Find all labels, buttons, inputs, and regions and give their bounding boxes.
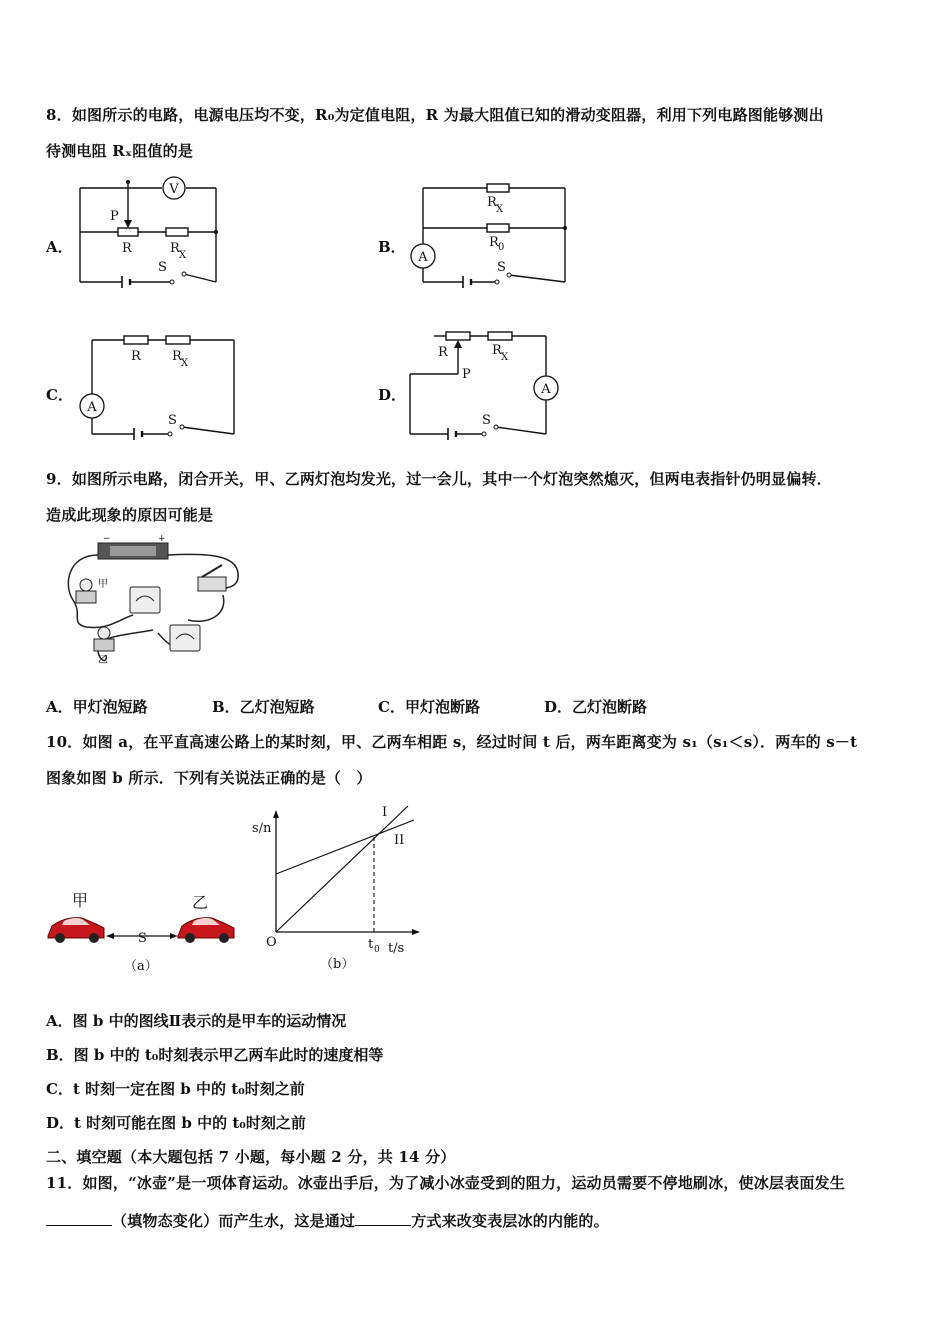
- q10-graph-line-i: [276, 806, 408, 932]
- q10-option-d[interactable]: D．t 时刻可能在图 b 中的 t₀时刻之前: [46, 1114, 306, 1132]
- q8-option-c-label[interactable]: C．: [46, 386, 73, 404]
- q10-car-jia: [48, 918, 104, 943]
- q10-y-axis-label: s/n: [252, 821, 272, 836]
- q9-option-a[interactable]: A．甲灯泡短路: [46, 698, 148, 716]
- q10-fig-b-caption: （b）: [320, 957, 355, 972]
- q9-physical-circuit: [58, 535, 243, 670]
- q10-t0-subscript: 0: [374, 945, 380, 955]
- q8a-label-rx-sub: X: [179, 250, 187, 261]
- q8a-label-rx: R: [170, 241, 180, 256]
- q10-fig-a-caption: （a）: [124, 959, 158, 974]
- q8c-ammeter-symbol: A: [87, 400, 97, 415]
- q10-x-axis-label: t/s: [388, 941, 405, 956]
- q8b-label-s: S: [497, 260, 506, 275]
- q8-circuit-d: [404, 326, 574, 440]
- q8b-label-rx: R: [487, 195, 497, 210]
- q8b-label-r0: R: [489, 235, 499, 250]
- q8d-ammeter-symbol: A: [541, 382, 551, 397]
- q8d-label-s: S: [482, 413, 491, 428]
- q8-circuit-a: [70, 170, 230, 290]
- q10-figure-b: [248, 800, 428, 980]
- q8b-ammeter-symbol: A: [418, 250, 428, 265]
- q10-line-ii-label: II: [394, 833, 405, 848]
- q8d-label-rx-sub: X: [501, 352, 509, 363]
- q8-stem-line2: 待测电阻 Rₓ阻值的是: [46, 142, 194, 160]
- q10-option-b[interactable]: B．图 b 中的 t₀时刻表示甲乙两车此时的速度相等: [46, 1046, 384, 1064]
- q10-car-yi: [178, 918, 234, 943]
- q9-lamp-jia-label: 甲: [98, 579, 108, 590]
- q9-option-d[interactable]: D．乙灯泡断路: [544, 698, 648, 716]
- q11-blank-2[interactable]: [355, 1213, 411, 1226]
- q10-option-a[interactable]: A．图 b 中的图线Ⅱ表示的是甲车的运动情况: [46, 1012, 347, 1030]
- q8a-voltmeter-symbol: V: [169, 182, 179, 197]
- q10-figure-a: [44, 888, 244, 978]
- q9-stem-line2: 造成此现象的原因可能是: [46, 506, 214, 524]
- section-2-heading: 二、填空题（本大题包括 7 小题，每小题 2 分，共 14 分）: [46, 1148, 456, 1166]
- q10-car1-label: 甲: [72, 891, 89, 910]
- q8c-label-rx-sub: X: [181, 358, 189, 369]
- q10-origin-label: O: [266, 935, 277, 950]
- q8c-label-r: R: [131, 349, 141, 364]
- q8-circuit-b: [405, 178, 575, 288]
- q10-stem-line1: 10．如图 a，在平直高速公路上的某时刻，甲、乙两车相距 s，经过时间 t 后，两车距离变为 s₁（s₁＜s）．两车的 s－t: [46, 733, 858, 751]
- q10-distance-label: S: [138, 931, 147, 946]
- q8a-label-r: R: [122, 241, 132, 256]
- q8b-label-r0-sub: 0: [498, 242, 505, 253]
- q8-option-b-label[interactable]: B．: [378, 238, 406, 256]
- q9-battery-plus: +: [158, 534, 166, 544]
- q9-lamp-yi-label: 乙: [98, 655, 108, 666]
- q10-car2-label: 乙: [192, 893, 209, 912]
- q8d-label-r: R: [438, 345, 448, 360]
- q8d-label-p: P: [462, 367, 471, 382]
- q8a-label-p: P: [110, 209, 119, 224]
- q11-blank-1[interactable]: [46, 1213, 112, 1226]
- q10-stem-line2: 图象如图 b 所示．下列有关说法正确的是（ ）: [46, 769, 372, 787]
- q8-stem-line1: 8．如图所示的电路，电源电压均不变，R₀为定值电阻，R 为最大阻值已知的滑动变阻器，利用下列电路图能够测出: [46, 106, 824, 124]
- q9-option-c[interactable]: C．甲灯泡断路: [378, 698, 480, 716]
- q8a-label-s: S: [158, 260, 167, 275]
- q9-stem-line1: 9．如图所示电路，闭合开关，甲、乙两灯泡均发光，过一会儿，其中一个灯泡突然熄灭，但两电表指针仍明显偏转．: [46, 470, 832, 488]
- q8d-label-rx: R: [492, 343, 502, 358]
- q8-option-d-label[interactable]: D．: [378, 386, 407, 404]
- q8b-label-rx-sub: X: [496, 204, 504, 215]
- q8c-label-s: S: [168, 413, 177, 428]
- q10-t0-label: t: [368, 937, 374, 952]
- q9-option-b[interactable]: B．乙灯泡短路: [212, 698, 315, 716]
- q8-option-a-label[interactable]: A．: [46, 238, 73, 256]
- q11-part1: （填物态变化）而产生水，这是通过: [112, 1212, 356, 1230]
- q11-stem-line2: [46, 1210, 609, 1231]
- q11-part2: 方式来改变表层冰的内能的。: [411, 1212, 609, 1230]
- q10-option-c[interactable]: C．t 时刻一定在图 b 中的 t₀时刻之前: [46, 1080, 305, 1098]
- q8c-label-rx: R: [172, 349, 182, 364]
- q9-battery-minus: −: [103, 534, 111, 544]
- q10-line-i-label: I: [382, 805, 388, 820]
- q8-circuit-c: [76, 330, 246, 440]
- q11-stem-line1: 11．如图，“冰壶”是一项体育运动。冰壶出手后，为了减小冰壶受到的阻力，运动员需要不停地刷冰，使冰层表面发生: [46, 1174, 845, 1192]
